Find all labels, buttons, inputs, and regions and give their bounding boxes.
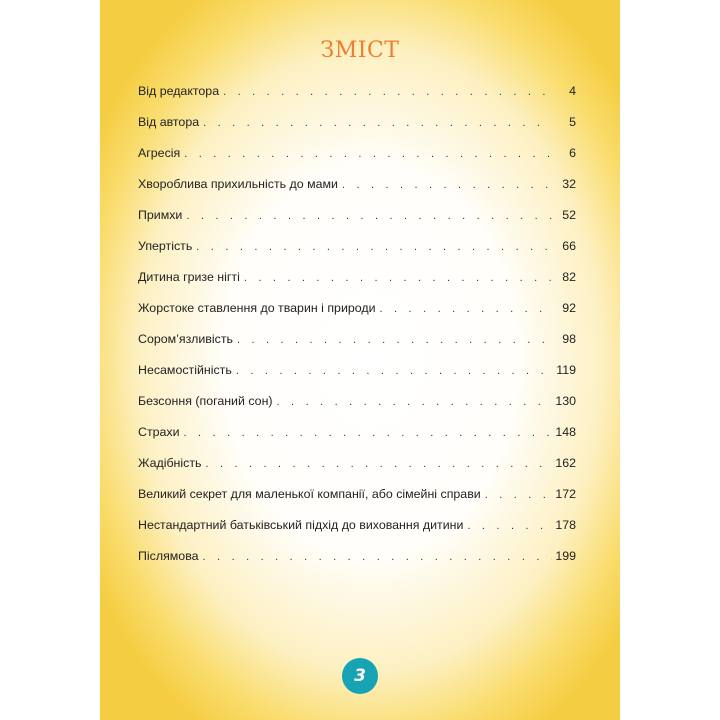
toc-entry-page: 52 (562, 208, 576, 222)
table-of-contents (138, 84, 576, 580)
toc-entry-page: 4 (569, 84, 576, 98)
toc-entry (138, 363, 576, 394)
toc-entry-page: 178 (555, 518, 576, 532)
toc-entry (138, 456, 576, 487)
dot-leader (244, 272, 552, 284)
toc-entry (138, 301, 576, 332)
toc-entry-label: Нестандартний батьківський підхід до виховання дитини (138, 518, 464, 532)
toc-entry-page: 172 (555, 487, 576, 501)
dot-leader (236, 365, 552, 377)
toc-entry-page: 32 (562, 177, 576, 191)
toc-entry-label: Від автора (138, 115, 200, 129)
toc-entry (138, 487, 576, 518)
toc-entry-label: Страхи (138, 425, 180, 439)
toc-entry (138, 549, 576, 580)
dot-leader (203, 117, 552, 129)
toc-entry-label: Безсоння (поганий сон) (138, 394, 273, 408)
dot-leader (186, 210, 552, 222)
toc-entry-page: 66 (562, 239, 576, 253)
dot-leader (237, 334, 552, 346)
toc-entry-page: 130 (555, 394, 576, 408)
toc-entry-page: 162 (555, 456, 576, 470)
dot-leader (277, 396, 552, 408)
dot-leader (223, 86, 552, 98)
toc-entry (138, 394, 576, 425)
dot-leader (184, 427, 552, 439)
toc-entry-label: Упертість (138, 239, 193, 253)
toc-entry-label: Післямова (138, 549, 199, 563)
book-page (100, 0, 620, 720)
toc-entry-page: 92 (562, 301, 576, 315)
toc-entry (138, 84, 576, 115)
dot-leader (380, 303, 552, 315)
toc-entry-label: Несамостійність (138, 363, 232, 377)
toc-entry (138, 146, 576, 177)
dot-leader (342, 179, 552, 191)
toc-entry-page: 82 (562, 270, 576, 284)
toc-entry (138, 177, 576, 208)
toc-entry-page: 119 (556, 363, 576, 377)
toc-entry (138, 425, 576, 456)
page-number-badge: 3 (342, 658, 378, 694)
toc-entry-label: Великий секрет для маленької компанії, або сімейні справи (138, 487, 481, 501)
dot-leader (205, 458, 552, 470)
dot-leader (184, 148, 552, 160)
toc-entry-page: 98 (562, 332, 576, 346)
toc-entry-page: 148 (555, 425, 576, 439)
toc-entry (138, 208, 576, 239)
dot-leader (467, 520, 552, 532)
toc-entry-label: Жадібність (138, 456, 202, 470)
toc-entry (138, 239, 576, 270)
dot-leader (203, 551, 552, 563)
toc-entry-label: Сором’язливість (138, 332, 233, 346)
toc-entry-label: Агресія (138, 146, 181, 160)
toc-entry-page: 199 (555, 549, 576, 563)
toc-entry-label: Хвороблива прихильність до мами (138, 177, 338, 191)
toc-entry (138, 332, 576, 363)
toc-entry-page: 6 (569, 146, 576, 160)
toc-entry-label: Примхи (138, 208, 183, 222)
dot-leader (485, 489, 552, 501)
toc-entry-label: Жорстоке ставлення до тварин і природи (138, 301, 376, 315)
page-title: ЗМІСТ (320, 38, 400, 63)
toc-entry (138, 270, 576, 301)
toc-entry (138, 518, 576, 549)
toc-entry-label: Від редактора (138, 84, 220, 98)
toc-entry (138, 115, 576, 146)
dot-leader (196, 241, 552, 253)
toc-entry-label: Дитина гризе нігті (138, 270, 240, 284)
toc-entry-page: 5 (569, 115, 576, 129)
